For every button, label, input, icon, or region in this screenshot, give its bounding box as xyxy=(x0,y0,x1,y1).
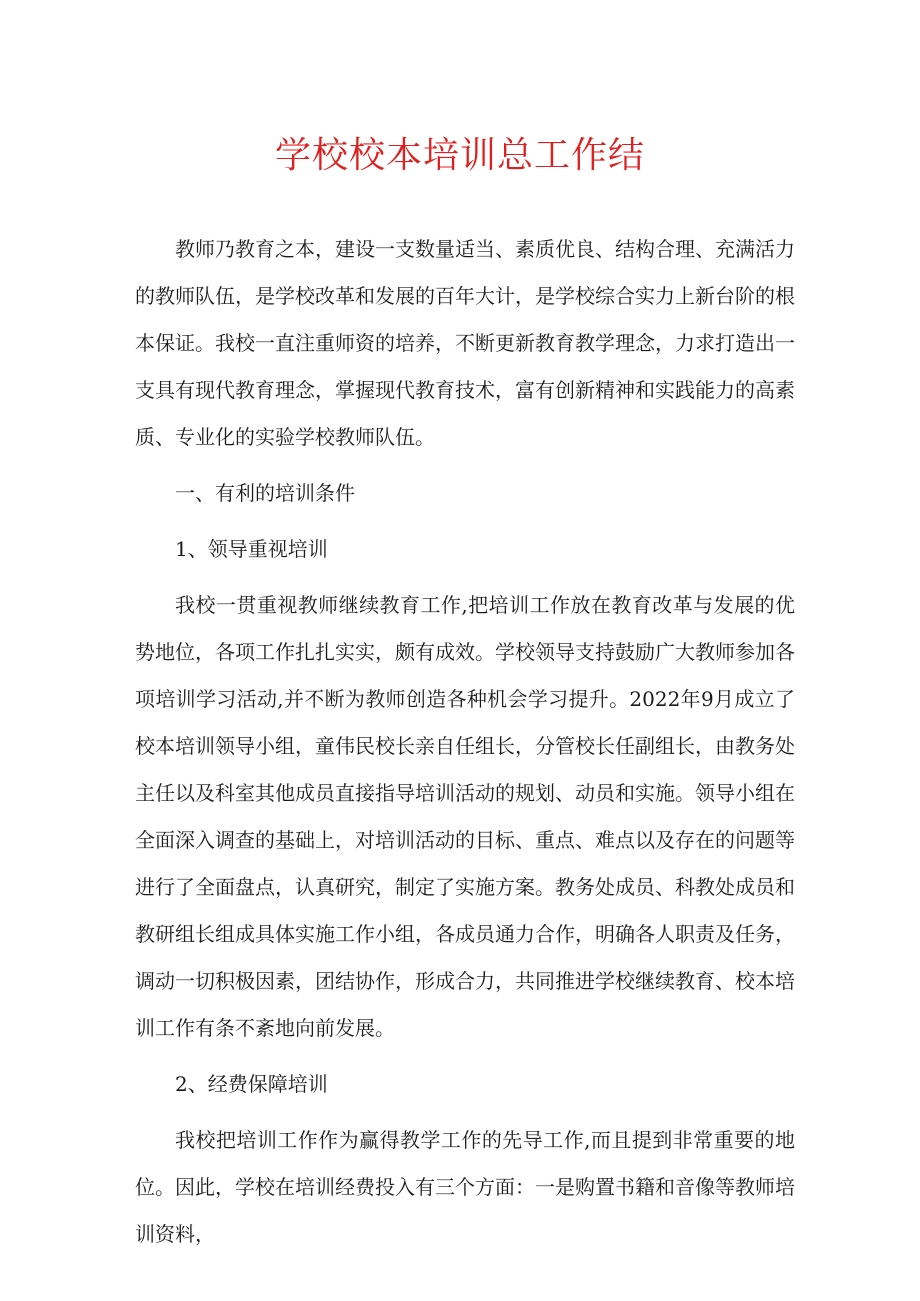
document-body xyxy=(135,226,795,1258)
body-paragraph: 我校把培训工作作为赢得教学工作的先导工作,而且提到非常重要的地位。因此，学校在培训经费投入有三个方面：一是购置书籍和音像等教师培训资料， xyxy=(135,1128,795,1246)
intro-paragraph: 教师乃教育之本，建设一支数量适当、素质优良、结构合理、充满活力的教师队伍，是学校改革和发展的百年大计，是学校综合实力上新台阶的根本保证。我校一直注重师资的培养，不断更新教育教学理念，力求打造出一支具有现代教育理念，掌握现代教育技术，富有创新精神和实践能力的高素质、专业化的实验学校教师队伍。 xyxy=(135,237,795,449)
subsection-heading: 1、领导重视培训 xyxy=(175,537,328,561)
subsection-heading: 2、经费保障培训 xyxy=(175,1072,328,1096)
body-paragraph: 我校一贯重视教师继续教育工作,把培训工作放在教育改革与发展的优势地位，各项工作扎扎实实，颇有成效。学校领导支持鼓励广大教师参加各项培训学习活动,并不断为教师创造各种机会学习提升。2022年9月成立了校本培训领导小组，童伟民校长亲自任组长，分管校长任副组长，由教务处主任以及科室其他成员直接指导培训活动的规划、动员和实施。领导小组在全面深入调查的基础上，对培训活动的目标、重点、难点以及存在的问题等进行了全面盘点，认真研究，制定了实施方案。教务处成员、科教处成员和教研组长组成具体实施工作小组，各成员通力合作，明确各人职责及任务，调动一切积极因素，团结协作，形成合力，共同推进学校继续教育、校本培训工作有条不紊地向前发展。 xyxy=(135,593,795,1040)
document-title: 学校校本培训总工作结 xyxy=(274,135,645,176)
section-heading: 一、有利的培训条件 xyxy=(175,481,355,505)
